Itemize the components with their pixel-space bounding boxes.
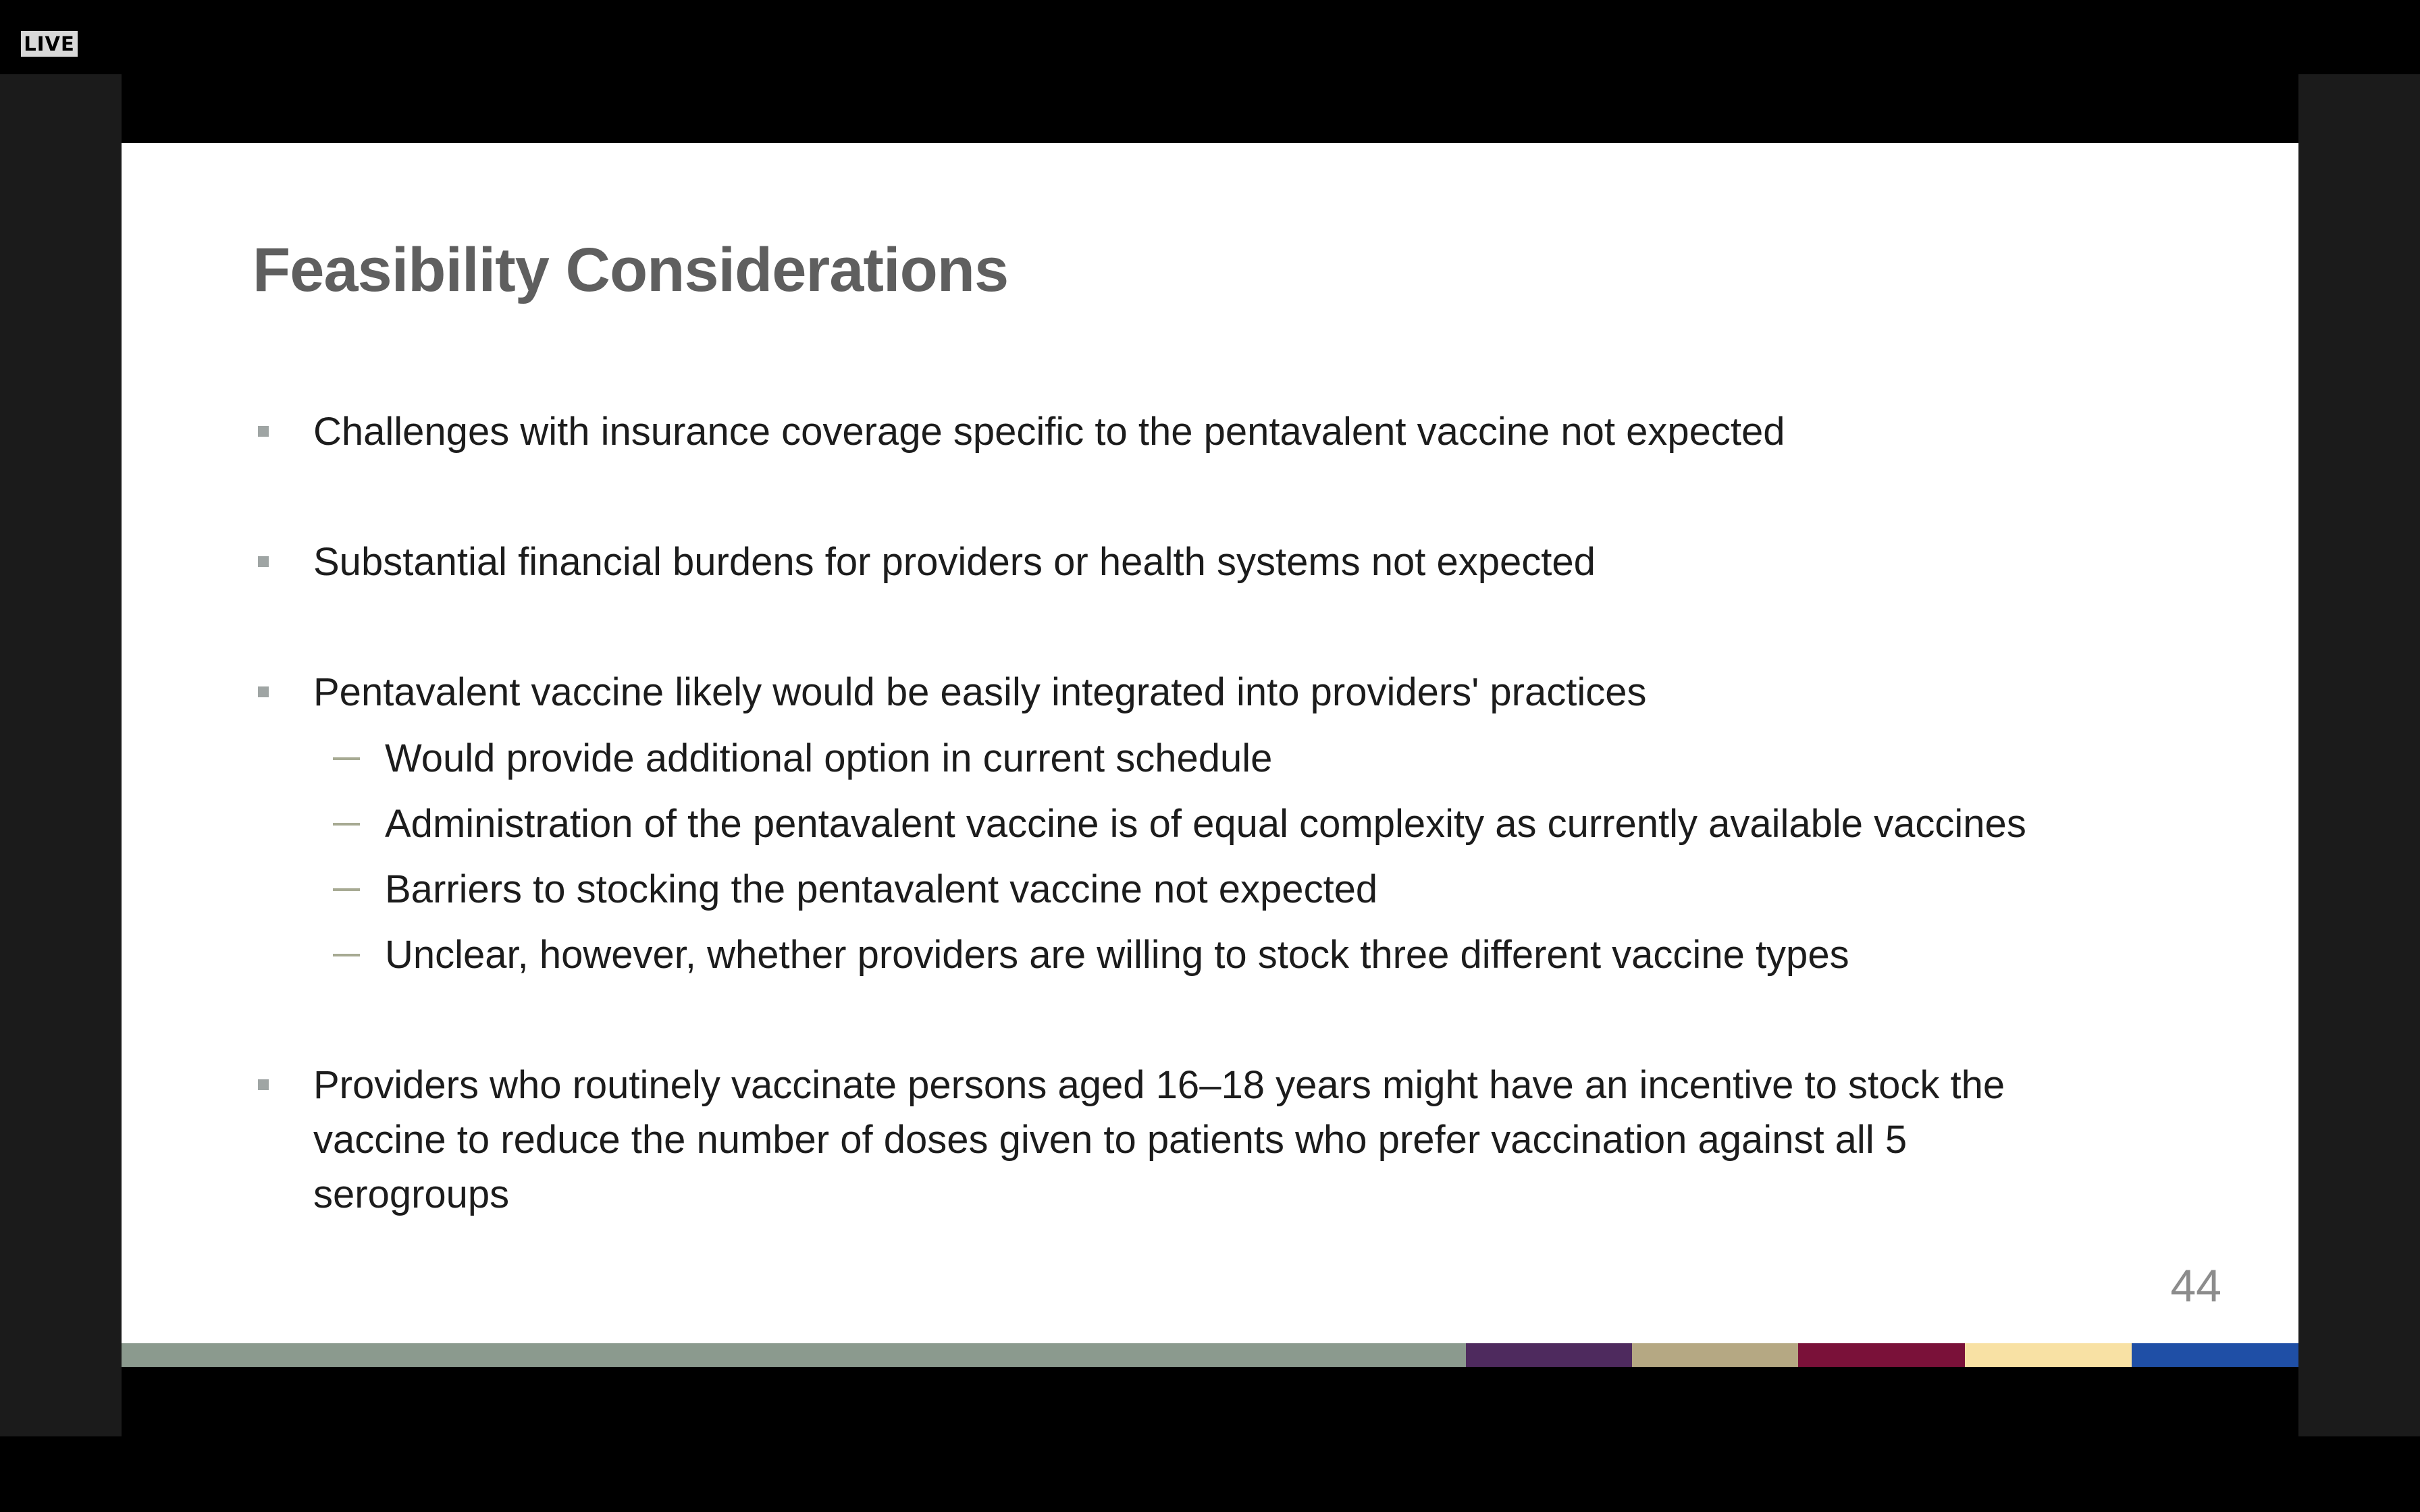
square-bullet-icon (258, 426, 269, 437)
dash-bullet-icon (333, 823, 360, 826)
bullet-text: Substantial financial burdens for providers or health systems not expected (313, 540, 1596, 584)
square-bullet-icon (258, 556, 269, 567)
footer-color-bar (122, 1343, 2298, 1367)
square-bullet-icon (258, 1079, 269, 1090)
color-bar-segment (1965, 1343, 2132, 1367)
square-bullet-icon (258, 686, 269, 697)
color-bar-segment (2132, 1343, 2298, 1367)
dash-bullet-icon (333, 954, 360, 956)
bullet-text-line: vaccine to reduce the number of doses given to patients who prefer vaccination against all 5 (313, 1118, 1908, 1162)
slide-page-number: 44 (2170, 1260, 2221, 1312)
sub-bullet-text: Administration of the pentavalent vaccine is of equal complexity as currently available vaccines (385, 802, 2026, 846)
live-badge: LIVE (21, 31, 78, 57)
color-bar-segment (1466, 1343, 1632, 1367)
presentation-slide (122, 143, 2298, 1367)
bullet-text-line: Providers who routinely vaccinate persons aged 16–18 years might have an incentive to stock the (313, 1063, 2005, 1107)
sub-bullet-text: Unclear, however, whether providers are willing to stock three different vaccine types (385, 933, 1849, 977)
color-bar-segment (122, 1343, 1466, 1367)
bullet-text: Pentavalent vaccine likely would be easily integrated into providers' practices (313, 670, 1647, 714)
letterbox-right (2298, 74, 2420, 1436)
color-bar-segment (1632, 1343, 1798, 1367)
slide-title: Feasibility Considerations (253, 236, 1009, 304)
color-bar-segment (1798, 1343, 1965, 1367)
letterbox-left (0, 74, 122, 1436)
dash-bullet-icon (333, 888, 360, 891)
bullet-text: Challenges with insurance coverage specific to the pentavalent vaccine not expected (313, 410, 1785, 454)
sub-bullet-text: Barriers to stocking the pentavalent vaccine not expected (385, 867, 1378, 911)
bullet-text-line: serogroups (313, 1172, 510, 1216)
sub-bullet-text: Would provide additional option in current schedule (385, 736, 1273, 780)
dash-bullet-icon (333, 757, 360, 760)
